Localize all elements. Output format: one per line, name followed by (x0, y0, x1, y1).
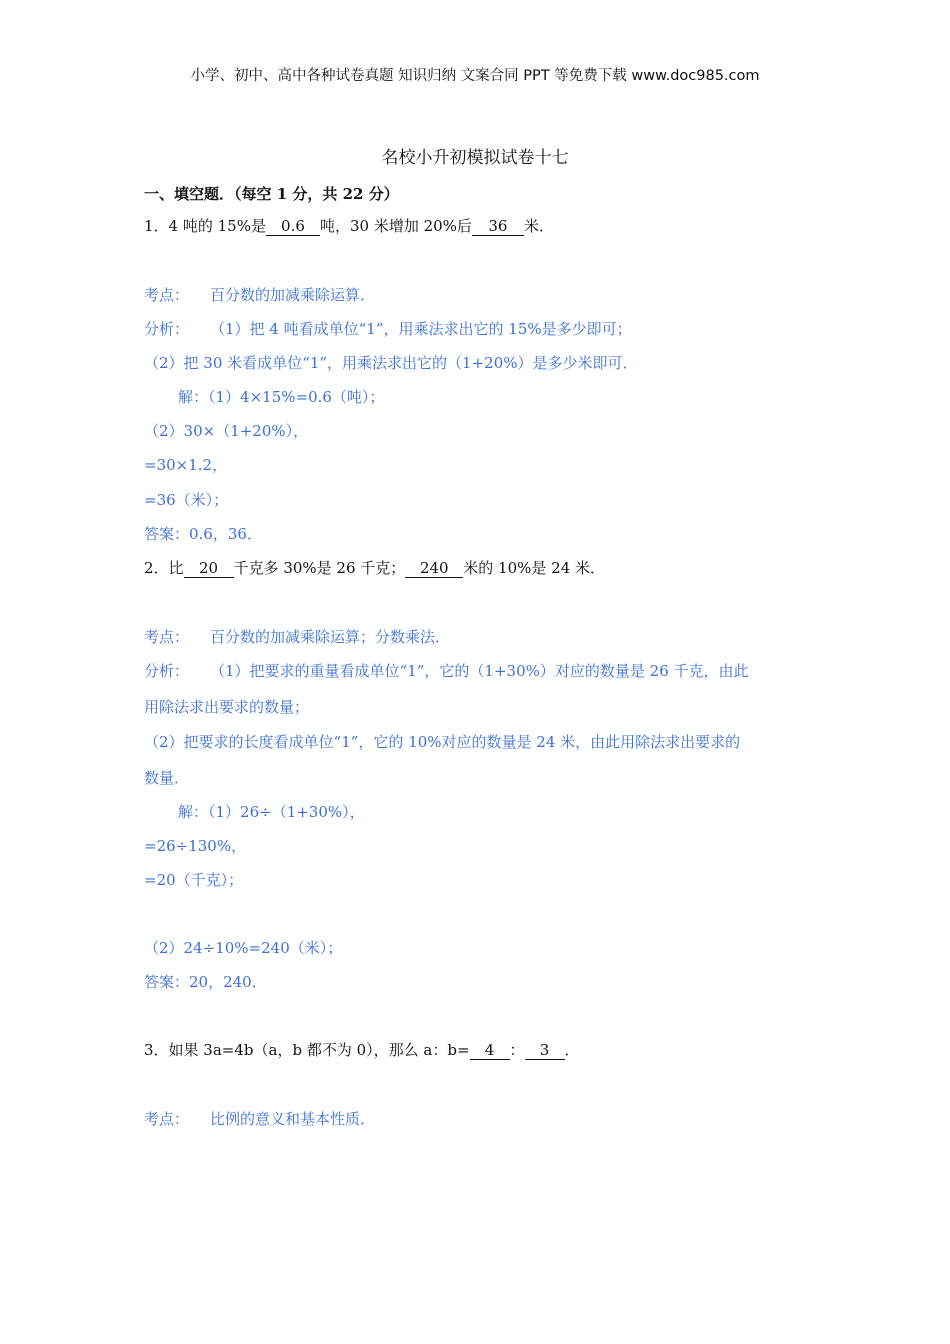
question-3-answer-2: 3 (525, 1041, 565, 1060)
question-2-solution-1: 解：（1）26÷（1+30%）， (178, 803, 365, 821)
question-2-fenxi (144, 661, 749, 681)
section-heading: 一、填空题．（每空 1 分，共 22 分） (144, 185, 399, 203)
question-2-text-mid: 千克多 30%是 26 千克； (233, 559, 406, 577)
fenxi-label: 分析： (144, 320, 190, 338)
question-3-text-pre: 3．如果 3a=4b（a，b 都不为 0），那么 a：b= (144, 1041, 470, 1059)
question-1-kaodian (144, 285, 375, 305)
fenxi-text: （1）把 4 吨看成单位“1”，用乘法求出它的 15%是多少即可； (210, 320, 632, 338)
question-2-answer-2: 240 (405, 559, 463, 578)
question-3 (144, 1040, 580, 1060)
question-2-fenxi-1b: 用除法求出要求的数量； (144, 698, 310, 716)
question-1-solution-2: （2）30×（1+20%）， (144, 422, 309, 440)
question-2-fenxi-2b: 数量． (144, 769, 190, 787)
kaodian-label: 考点： (144, 1110, 190, 1128)
question-1-answer: 答案：0.6，36． (144, 525, 262, 543)
question-1-answer-2: 36 (472, 217, 524, 236)
question-2-answer: 答案：20，240． (144, 973, 267, 991)
question-1-text-pre: 1．4 吨的 15%是 (144, 217, 266, 235)
question-3-text-mid: ： (509, 1041, 525, 1059)
question-2-answer-1: 20 (184, 559, 234, 578)
question-2-fenxi-2: （2）把要求的长度看成单位“1”，它的 10%对应的数量是 24 米，由此用除法求出要求的 (144, 733, 741, 751)
question-3-kaodian (144, 1109, 375, 1129)
question-1-fenxi (144, 319, 632, 339)
question-1-solution-1: 解：（1）4×15%=0.6（吨）； (178, 388, 385, 406)
question-2-solution-4: （2）24÷10%=240（米）； (144, 939, 343, 957)
question-2-text-post: 米的 10%是 24 米． (463, 559, 606, 577)
kaodian-label: 考点： (144, 628, 190, 646)
question-1-solution-3: =30×1.2， (144, 456, 228, 474)
question-2-text-pre: 2．比 (144, 559, 184, 577)
fenxi-text: （1）把要求的重量看成单位“1”，它的（1+30%）对应的数量是 26 千克，由此 (210, 662, 749, 680)
question-1-solution-4: =36（米）； (144, 491, 229, 509)
question-2-solution-2: =26÷130%， (144, 837, 247, 855)
question-3-answer-1: 4 (470, 1041, 510, 1060)
question-1-text-post: 米． (523, 217, 554, 235)
page-title: 名校小升初模拟试卷十七 (381, 148, 569, 168)
kaodian-text: 比例的意义和基本性质． (210, 1110, 376, 1128)
question-2 (144, 558, 605, 578)
question-1-text-mid: 吨，30 米增加 20%后 (319, 217, 472, 235)
page-header: 小学、初中、高中各种试卷真题 知识归纳 文案合同 PPT 等免费下载 www.doc985.com (190, 68, 760, 84)
question-1-answer-1: 0.6 (266, 217, 320, 236)
fenxi-label: 分析： (144, 662, 190, 680)
question-2-kaodian (144, 627, 450, 647)
kaodian-label: 考点： (144, 286, 190, 304)
question-3-text-post: ． (564, 1041, 580, 1059)
kaodian-text: 百分数的加减乘除运算． (210, 286, 376, 304)
kaodian-text: 百分数的加减乘除运算；分数乘法． (210, 628, 451, 646)
question-1-fenxi-2: （2）把 30 米看成单位“1”，用乘法求出它的（1+20%）是多少米即可． (144, 354, 638, 372)
question-2-solution-3: =20（千克）； (144, 871, 244, 889)
question-1 (144, 216, 554, 236)
